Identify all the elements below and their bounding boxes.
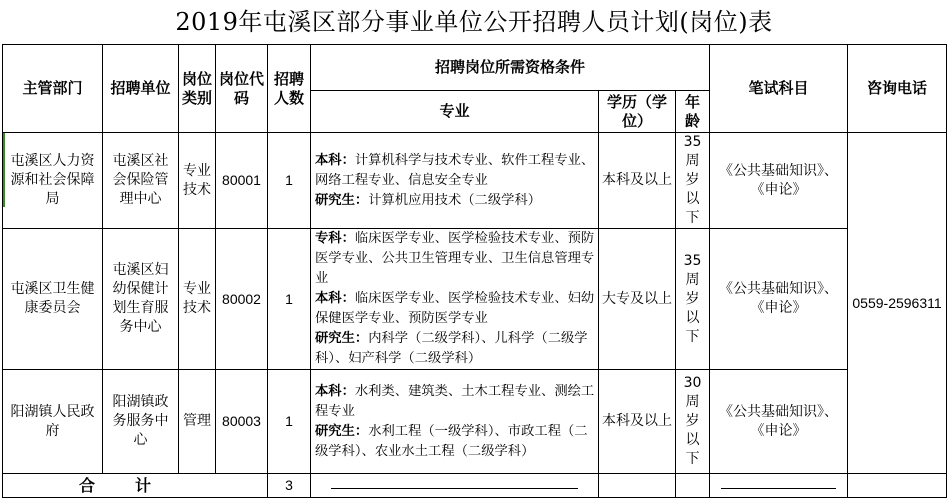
major-text: 临床医学专业、医学检验技术专业、妇幼保健医学专业、预防医学专业 bbox=[315, 291, 595, 326]
header-exam: 笔试科目 bbox=[710, 45, 848, 133]
cell-category: 管理 bbox=[179, 370, 216, 474]
cell-dept: 阳湖镇人民政府 bbox=[3, 370, 103, 474]
header-count: 招聘人数 bbox=[268, 45, 311, 133]
blank-line bbox=[721, 478, 836, 489]
cell-code: 80003 bbox=[216, 370, 268, 474]
cell-dept: 屯溪区人力资源和社会保障局 bbox=[3, 133, 103, 229]
major-text: 内科学（二级学科）、儿科学（二级学科）、妇产科学（二级学科） bbox=[315, 331, 588, 366]
header-major: 专业 bbox=[311, 91, 599, 133]
major-label: 研究生： bbox=[315, 423, 369, 439]
header-education: 学历（学位） bbox=[599, 91, 676, 133]
cell-exam: 《公共基础知识》、《申论》 bbox=[710, 133, 848, 229]
table-row bbox=[3, 133, 947, 229]
cell-exam: 《公共基础知识》、《申论》 bbox=[710, 229, 848, 370]
cell-age: 30周岁以下 bbox=[676, 370, 710, 474]
header-code: 岗位代码 bbox=[216, 45, 268, 133]
total-value: 3 bbox=[268, 474, 311, 498]
major-text: 水利类、建筑类、土木工程专业、测绘工程专业 bbox=[315, 383, 595, 419]
total-empty-cell bbox=[710, 474, 848, 498]
blank-line bbox=[331, 478, 578, 489]
cell-major bbox=[311, 229, 599, 370]
cell-category: 专业技术 bbox=[179, 229, 216, 370]
major-text: 计算机应用技术（二级学科） bbox=[368, 192, 542, 208]
header-phone: 咨询电话 bbox=[848, 45, 947, 133]
total-empty-cell bbox=[848, 474, 947, 498]
header-category: 岗位类别 bbox=[179, 45, 216, 133]
cell-exam: 《公共基础知识》、《申论》 bbox=[710, 370, 848, 474]
cell-phone: 0559-2596311 bbox=[848, 133, 947, 474]
total-empty-cell bbox=[599, 474, 676, 498]
header-dept: 主管部门 bbox=[3, 45, 103, 133]
cell-code: 80001 bbox=[216, 133, 268, 229]
cell-education: 本科及以上 bbox=[599, 370, 676, 474]
header-unit: 招聘单位 bbox=[103, 45, 179, 133]
cell-age: 35周岁以下 bbox=[676, 133, 710, 229]
cell-education: 大专及以上 bbox=[599, 229, 676, 370]
cell-unit: 阳湖镇政务服务中心 bbox=[103, 370, 179, 474]
total-label: 合计 bbox=[3, 474, 268, 498]
header-age: 年龄 bbox=[676, 91, 710, 133]
major-label: 本科： bbox=[315, 383, 355, 399]
cell-category: 专业技术 bbox=[179, 133, 216, 229]
major-label: 研究生： bbox=[315, 192, 369, 208]
total-empty-cell bbox=[311, 474, 599, 498]
major-text: 临床医学专业、医学检验技术专业、预防医学专业、公共卫生管理专业、卫生信息管理专业 bbox=[315, 231, 595, 286]
cell-count: 1 bbox=[268, 229, 311, 370]
major-label: 本科： bbox=[315, 152, 355, 168]
recruitment-table bbox=[2, 44, 947, 498]
major-label: 研究生： bbox=[315, 331, 369, 346]
cell-unit: 屯溪区妇幼保健计划生育服务中心 bbox=[103, 229, 179, 370]
table-row bbox=[3, 229, 947, 370]
major-text: 水利工程（一级学科）、市政工程（二级学科）、农业水土工程（二级学科） bbox=[315, 423, 588, 459]
cell-unit: 屯溪区社会保险管理中心 bbox=[103, 133, 179, 229]
cell-count: 1 bbox=[268, 133, 311, 229]
cell-age: 35周岁以下 bbox=[676, 229, 710, 370]
major-label: 本科： bbox=[315, 291, 355, 306]
cell-major bbox=[311, 370, 599, 474]
cell-education: 本科及以上 bbox=[599, 133, 676, 229]
major-label: 专科： bbox=[315, 231, 355, 246]
table-row bbox=[3, 370, 947, 474]
page-title: 2019年屯溪区部分事业单位公开招聘人员计划(岗位)表 bbox=[175, 8, 773, 36]
cell-count: 1 bbox=[268, 370, 311, 474]
cell-major bbox=[311, 133, 599, 229]
cell-dept: 屯溪区卫生健康委员会 bbox=[3, 229, 103, 370]
major-text: 计算机科学与技术专业、软件工程专业、网络工程专业、信息安全专业 bbox=[315, 152, 595, 188]
header-conditions: 招聘岗位所需资格条件 bbox=[311, 45, 710, 91]
total-empty-cell bbox=[676, 474, 710, 498]
cell-code: 80002 bbox=[216, 229, 268, 370]
total-row bbox=[3, 474, 947, 498]
